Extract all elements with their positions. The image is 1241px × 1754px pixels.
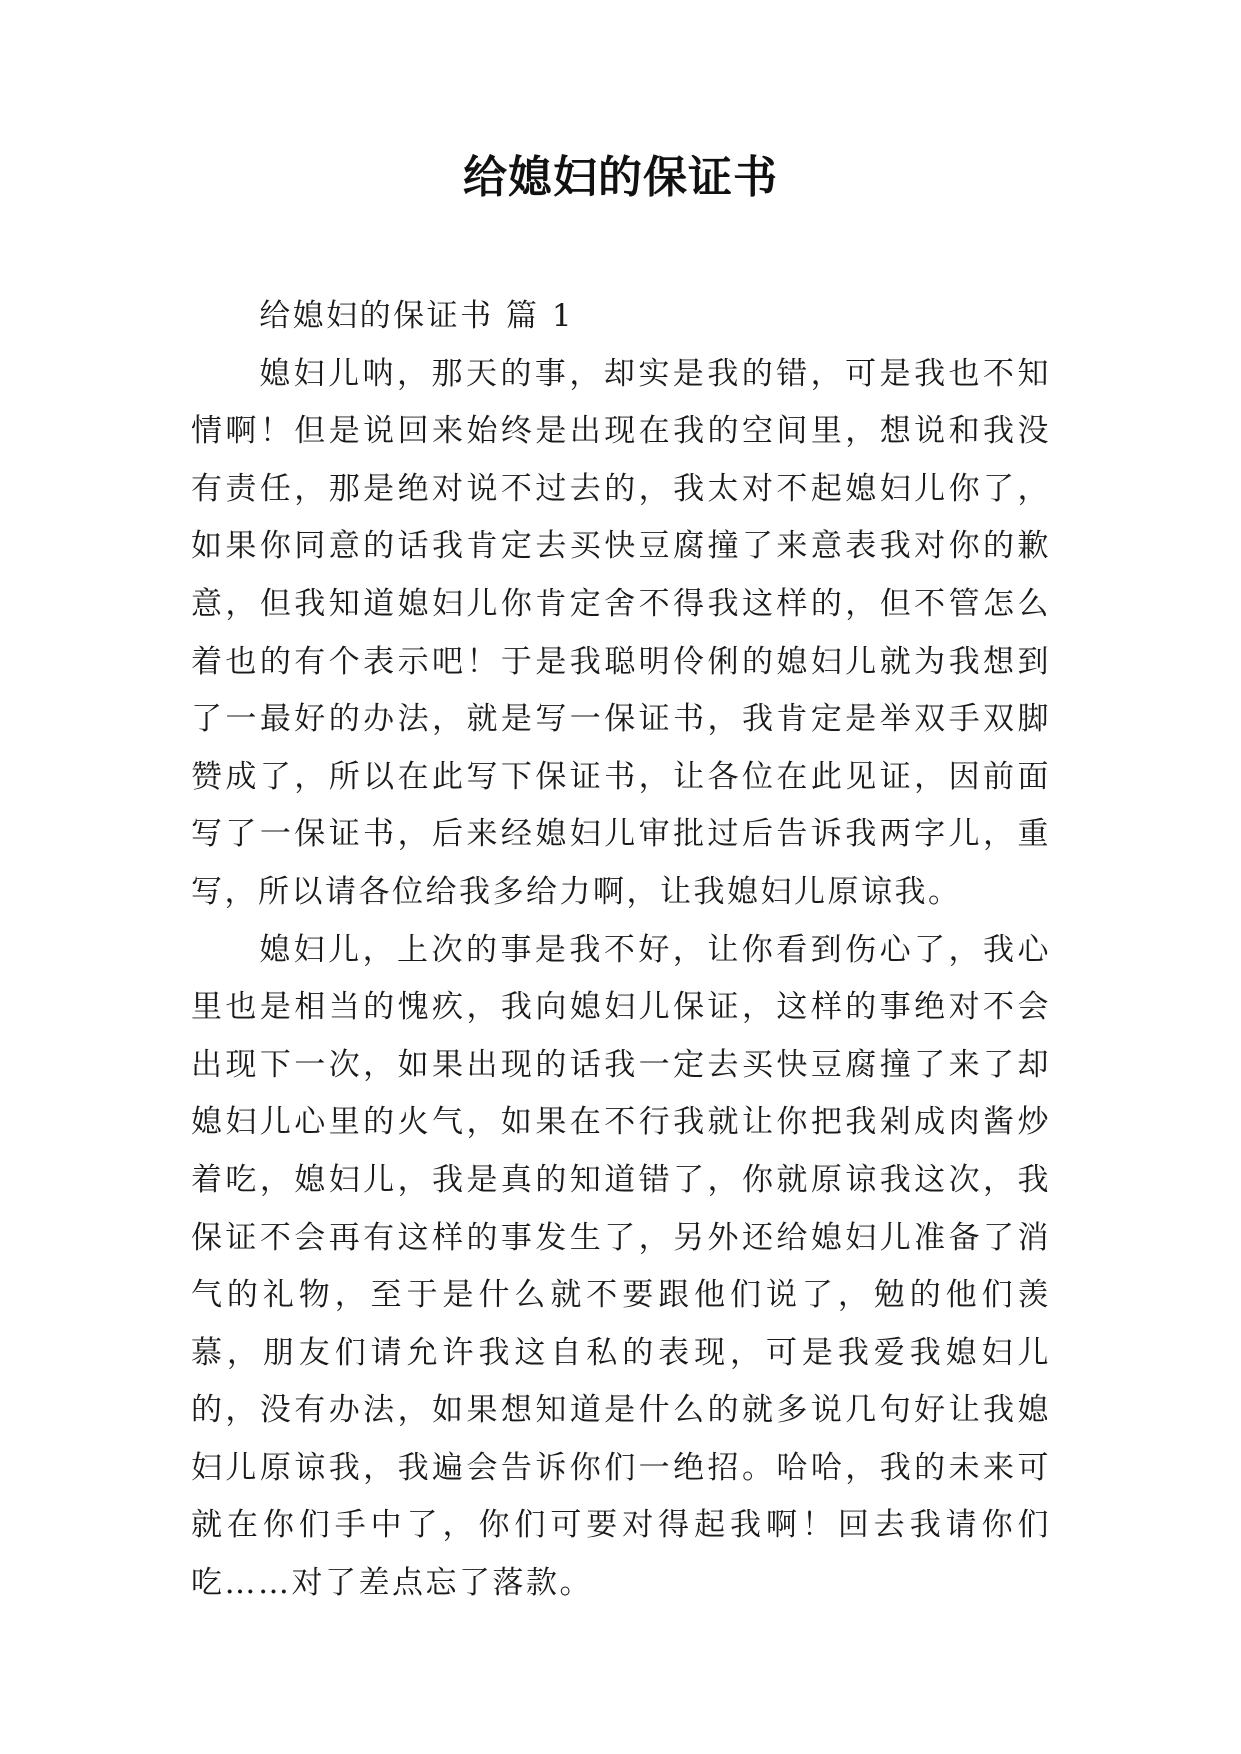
section-heading: 给媳妇的保证书 篇 1 bbox=[259, 298, 575, 334]
body-paragraph-2: 媳妇儿，上次的事是我不好，让你看到伤心了，我心里也是相当的愧疚，我向媳妇儿保证，这样的事绝对不会出现下一次，如果出现的话我一定去买快豆腐撞了来了却媳妇儿心里的火气，如果在不行我就让你把我剁成肉酱炒着吃，媳妇儿，我是真的知道错了，你就原谅我这次，我保证不会再有这样的事发生了，另外还给媳妇儿准备了消气的礼物，至于是什么就不要跟他们说了，勉的他们羡慕，朋友们请允许我这自私的表现，可是我爱我媳妇儿的，没有办法，如果想知道是什么的就多说几句好让我媳妇儿原谅我，我遍会告诉你们一绝招。哈哈，我的未来可就在你们手中了，你们可要对得起我啊！回去我请你们吃……对了差点忘了落款。 bbox=[191, 931, 1051, 1602]
body-paragraph-1: 媳妇儿呐，那天的事，却实是我的错，可是我也不知情啊！但是说回来始终是出现在我的空间里，想说和我没有责任，那是绝对说不过去的，我太对不起媳妇儿你了，如果你同意的话我肯定去买快豆腐撞了来意表我对你的歉意，但我知道媳妇儿你肯定舍不得我这样的，但不管怎么着也的有个表示吧！于是我聪明伶俐的媳妇儿就为我想到了一最好的办法，就是写一保证书，我肯定是举双手双脚赞成了，所以在此写下保证书，让各位在此见证，因前面写了一保证书，后来经媳妇儿审批过后告诉我两字儿，重写，所以请各位给我多给力啊，让我媳妇儿原谅我。 bbox=[191, 355, 1051, 910]
document-title: 给媳妇的保证书 bbox=[463, 152, 778, 203]
document-body bbox=[191, 288, 1051, 1613]
